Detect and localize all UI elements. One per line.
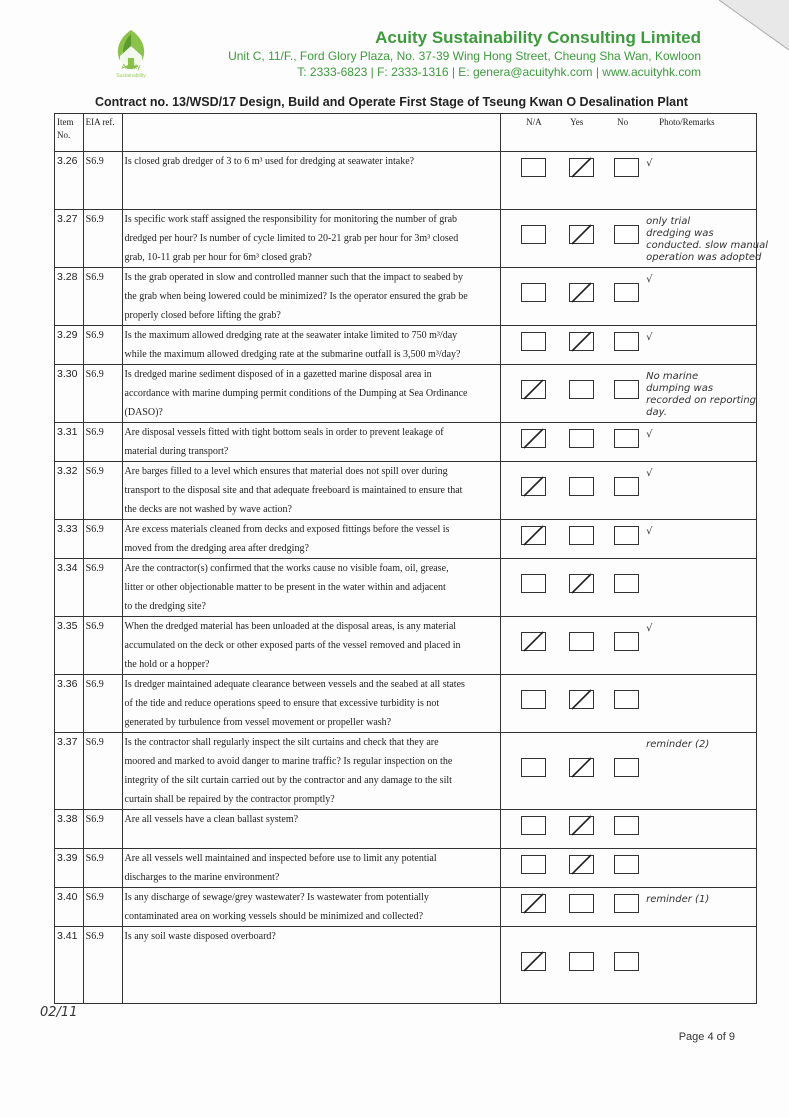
logo-text (103, 64, 159, 80)
header-yes: Yes (570, 117, 584, 127)
question-cell (122, 733, 501, 810)
item-number: 3.38 (55, 810, 84, 849)
question-cell (122, 559, 501, 617)
check-mark-icon (520, 892, 547, 916)
table-row (55, 617, 757, 675)
checkbox-na[interactable] (521, 574, 546, 593)
checkbox-na[interactable] (521, 477, 546, 496)
question-cell (122, 888, 501, 927)
header-no: No (617, 117, 629, 127)
remark-text: √ (646, 158, 653, 169)
checkbox-no[interactable] (614, 429, 639, 448)
checkbox-no[interactable] (614, 690, 639, 709)
remark-text: reminder (1) (646, 894, 710, 905)
check-mark-icon (568, 688, 595, 712)
check-mark-icon (568, 814, 595, 838)
checkbox-no[interactable] (614, 758, 639, 777)
checkbox-na[interactable] (521, 632, 546, 651)
answer-cell (501, 365, 757, 423)
answer-cell (501, 423, 757, 462)
question-line: Is the maximum allowed dredging rate at the seawater intake limited to 750 m³/day (124, 330, 458, 341)
remark-text: √ (646, 332, 653, 343)
eia-ref: S6.9 (83, 617, 122, 675)
eia-ref: S6.9 (83, 849, 122, 888)
question-line: while the maximum allowed dredging rate at the submarine outfall is 3,500 m³/day? (124, 349, 461, 360)
eia-ref: S6.9 (83, 365, 122, 423)
eia-ref: S6.9 (83, 268, 122, 326)
company-address: Unit C, 11/F., Ford Glory Plaza, No. 37-39 Wing Hong Street, Cheung Sha Wan, Kowloon (228, 49, 701, 63)
item-number: 3.39 (55, 849, 84, 888)
eia-ref: S6.9 (83, 810, 122, 849)
question-line: discharges to the marine environment? (124, 872, 280, 883)
question-line: transport to the disposal site and that adequate freeboard is maintained to ensure that (124, 485, 463, 496)
eia-ref: S6.9 (83, 675, 122, 733)
remark-text: No marine dumping was recorded on reporting day. (646, 371, 757, 418)
page-number: Page 4 of 9 (678, 1031, 735, 1043)
checkbox-na[interactable] (521, 526, 546, 545)
checkbox-yes[interactable] (569, 283, 594, 302)
question-line: accumulated on the deck or other exposed parts of the vessel removed and placed in (124, 640, 461, 651)
checkbox-na[interactable] (521, 332, 546, 351)
remark-text: only trial dredging was conducted. slow manual operation was adopted (646, 216, 768, 263)
answer-cell (501, 152, 757, 210)
answer-cell (501, 326, 757, 365)
table-row (55, 268, 757, 326)
checkbox-no[interactable] (614, 894, 639, 913)
remark-text: √ (646, 274, 653, 285)
eia-ref: S6.9 (83, 210, 122, 268)
question-line: material during transport? (124, 446, 229, 457)
question-line: the decks are not washed by wave action? (124, 504, 292, 515)
checkbox-na[interactable] (521, 758, 546, 777)
question-line: Is dredger maintained adequate clearance between vessels and the seabed at all states (124, 679, 465, 690)
item-number: 3.30 (55, 365, 84, 423)
item-number: 3.40 (55, 888, 84, 927)
checkbox-yes[interactable] (569, 952, 594, 971)
question-line: Is dredged marine sediment disposed of in a gazetted marine disposal area in (124, 369, 432, 380)
page-corner-fold (719, 0, 789, 60)
question-line: of the tide and reduce operations speed to ensure that excessive turbidity is not (124, 698, 440, 709)
item-number: 3.32 (55, 462, 84, 520)
table-row (55, 152, 757, 210)
checkbox-yes[interactable] (569, 632, 594, 651)
question-line: Is closed grab dredger of 3 to 6 m³ used for dredging at seawater intake? (124, 156, 415, 167)
checkbox-na[interactable] (521, 894, 546, 913)
checkbox-no[interactable] (614, 632, 639, 651)
table-header-row (55, 114, 757, 152)
eia-ref: S6.9 (83, 520, 122, 559)
table-row (55, 462, 757, 520)
check-mark-icon (568, 281, 595, 305)
checkbox-na[interactable] (521, 690, 546, 709)
question-cell (122, 520, 501, 559)
answer-cell (501, 810, 757, 849)
question-line: Is any soil waste disposed overboard? (124, 931, 276, 942)
check-mark-icon (568, 572, 595, 596)
question-line: Are disposal vessels fitted with tight bottom seals in order to prevent leakage of (124, 427, 444, 438)
question-line (125, 965, 499, 984)
table-row (55, 326, 757, 365)
question-cell (122, 810, 501, 849)
question-cell (122, 326, 501, 365)
header-question (122, 114, 501, 152)
question-line (125, 984, 499, 1003)
contract-title: Contract no. 13/WSD/17 Design, Build and Operate First Stage of Tseung Kwan O Desalination Plant (95, 95, 688, 109)
question-cell (122, 210, 501, 268)
remark-text: √ (646, 526, 653, 537)
answer-cell (501, 849, 757, 888)
question-line: generated by turbulence from vessel movement or propeller wash? (124, 717, 392, 728)
checkbox-na[interactable] (521, 283, 546, 302)
header-no-label: No. (57, 130, 71, 140)
question-cell (122, 462, 501, 520)
question-line: contaminated area on working vessels should be minimized and collected? (124, 911, 424, 922)
question-line: Is the grab operated in slow and controlled manner such that the impact to seabed by (124, 272, 464, 283)
check-mark-icon (520, 524, 547, 548)
item-number: 3.34 (55, 559, 84, 617)
check-mark-icon (568, 756, 595, 780)
answer-cell (501, 520, 757, 559)
check-mark-icon (520, 378, 547, 402)
question-line: moved from the dredging area after dredging? (124, 543, 309, 554)
eia-ref: S6.9 (83, 927, 122, 1004)
question-line: integrity of the silt curtain carried out by the contractor and any damage to the silt (124, 775, 452, 786)
check-mark-icon (568, 330, 595, 354)
checkbox-yes[interactable] (569, 332, 594, 351)
question-line (125, 190, 499, 209)
checkbox-na[interactable] (521, 158, 546, 177)
checkbox-yes[interactable] (569, 690, 594, 709)
question-line: accordance with marine dumping permit conditions of the Dumping at Sea Ordinance (124, 388, 468, 399)
checkbox-yes[interactable] (569, 855, 594, 874)
logo-subtext: Sustainability (116, 73, 146, 79)
checkbox-na[interactable] (521, 855, 546, 874)
question-line: the grab when being lowered could be minimized? Is the operator ensured the grab be (124, 291, 468, 302)
header-na: N/A (526, 117, 542, 127)
question-line: to the dredging site? (124, 601, 206, 612)
check-mark-icon (520, 950, 547, 974)
table-row (55, 210, 757, 268)
question-line: moored and marked to avoid danger to marine traffic? Is regular inspection on the (124, 756, 453, 767)
eia-ref: S6.9 (83, 462, 122, 520)
eia-ref: S6.9 (83, 559, 122, 617)
header-item-label: Item (57, 117, 74, 127)
question-line: When the dredged material has been unloaded at the disposal areas, is any material (124, 621, 457, 632)
table-row (55, 559, 757, 617)
question-line: curtain shall be repaired by the contractor promptly? (124, 794, 335, 805)
answer-cell (501, 268, 757, 326)
checkbox-no[interactable] (614, 332, 639, 351)
checkbox-yes[interactable] (569, 158, 594, 177)
table-row (55, 365, 757, 423)
checkbox-yes[interactable] (569, 574, 594, 593)
table-row (55, 927, 757, 1004)
eia-ref: S6.9 (83, 423, 122, 462)
check-mark-icon (520, 427, 547, 451)
checkbox-no[interactable] (614, 574, 639, 593)
remark-text: √ (646, 429, 653, 440)
check-mark-icon (520, 630, 547, 654)
table-row (55, 733, 757, 810)
item-number: 3.26 (55, 152, 84, 210)
logo-name: Acuity (121, 64, 141, 71)
question-line: Are barges filled to a level which ensures that material does not spill over during (124, 466, 448, 477)
answer-cell (501, 210, 768, 268)
question-line: Is specific work staff assigned the responsibility for monitoring the number of grab (124, 214, 458, 225)
eia-ref: S6.9 (83, 152, 122, 210)
checkbox-na[interactable] (521, 380, 546, 399)
question-cell (122, 927, 501, 1004)
table-row (55, 520, 757, 559)
question-line: Are all vessels have a clean ballast system? (124, 814, 299, 825)
question-line (125, 171, 499, 190)
check-mark-icon (568, 853, 595, 877)
item-number: 3.31 (55, 423, 84, 462)
item-number: 3.33 (55, 520, 84, 559)
table-row (55, 810, 757, 849)
answer-cell (501, 559, 757, 617)
checkbox-no[interactable] (614, 380, 639, 399)
question-line (125, 829, 499, 848)
question-line: Are excess materials cleaned from decks and exposed fittings before the vessel is (124, 524, 450, 535)
question-line: litter or other objectionable matter to be present in the water within and adjacent (124, 582, 446, 593)
answer-cell (501, 733, 757, 810)
question-line (125, 946, 499, 965)
question-line: properly closed before lifting the grab? (124, 310, 281, 321)
question-cell (122, 152, 501, 210)
eia-ref: S6.9 (83, 326, 122, 365)
company-contact: T: 2333-6823 | F: 2333-1316 | E: genera@acuityhk.com | www.acuityhk.com (297, 65, 701, 79)
table-row (55, 423, 757, 462)
checkbox-na[interactable] (521, 225, 546, 244)
company-header (160, 27, 701, 80)
item-number: 3.37 (55, 733, 84, 810)
eia-ref: S6.9 (83, 888, 122, 927)
answer-cell (501, 675, 757, 733)
table-row (55, 675, 757, 733)
checkbox-yes[interactable] (569, 894, 594, 913)
item-number: 3.28 (55, 268, 84, 326)
check-mark-icon (568, 156, 595, 180)
handwritten-date: 02/11 (40, 1005, 78, 1020)
checkbox-yes[interactable] (569, 526, 594, 545)
checkbox-yes[interactable] (569, 758, 594, 777)
checkbox-no[interactable] (614, 283, 639, 302)
checkbox-yes[interactable] (569, 477, 594, 496)
checkbox-na[interactable] (521, 816, 546, 835)
question-line: Is any discharge of sewage/grey wastewater? Is wastewater from potentially (124, 892, 429, 903)
header-item (55, 114, 84, 152)
check-mark-icon (520, 475, 547, 499)
question-cell (122, 675, 501, 733)
checkbox-na[interactable] (521, 429, 546, 448)
question-line: grab, 10-11 grab per hour for 6m³ closed grab? (124, 252, 312, 263)
header-eia: EIA ref. (83, 114, 122, 152)
checklist-table (54, 113, 768, 1004)
answer-cell (501, 617, 757, 675)
question-line: the hold or a hopper? (124, 659, 210, 670)
question-cell (122, 365, 501, 423)
table-row (55, 888, 757, 927)
remark-text: √ (646, 623, 653, 634)
question-cell (122, 268, 501, 326)
company-name: Acuity Sustainability Consulting Limited (375, 28, 701, 47)
checkbox-no[interactable] (614, 816, 639, 835)
checkbox-yes[interactable] (569, 225, 594, 244)
checkbox-yes[interactable] (569, 380, 594, 399)
answer-cell (501, 927, 757, 1004)
checkbox-yes[interactable] (569, 429, 594, 448)
question-line: Is the contractor shall regularly inspect the silt curtains and check that they are (124, 737, 439, 748)
checkbox-yes[interactable] (569, 816, 594, 835)
eia-ref: S6.9 (83, 733, 122, 810)
question-line: dredged per hour? Is number of cycle limited to 20-21 grab per hour for 3m³ closed (124, 233, 459, 244)
remark-text: reminder (2) (646, 739, 710, 750)
checkbox-no[interactable] (614, 225, 639, 244)
header-remarks: Photo/Remarks (659, 117, 715, 127)
checkbox-no[interactable] (614, 855, 639, 874)
question-cell (122, 617, 501, 675)
table-row (55, 849, 757, 888)
checkbox-no[interactable] (614, 952, 639, 971)
answer-cell (501, 462, 757, 520)
remark-text: √ (646, 468, 653, 479)
checkbox-no[interactable] (614, 477, 639, 496)
checkbox-no[interactable] (614, 158, 639, 177)
header-answers (501, 114, 757, 152)
question-cell (122, 423, 501, 462)
item-number: 3.35 (55, 617, 84, 675)
question-line: (DASO)? (124, 407, 163, 418)
question-cell (122, 849, 501, 888)
question-line: Are all vessels well maintained and inspected before use to limit any potential (124, 853, 437, 864)
item-number: 3.41 (55, 927, 84, 1004)
answer-cell (501, 888, 757, 927)
question-line: Are the contractor(s) confirmed that the works cause no visible foam, oil, grease, (124, 563, 449, 574)
item-number: 3.36 (55, 675, 84, 733)
check-mark-icon (568, 223, 595, 247)
item-number: 3.27 (55, 210, 84, 268)
checkbox-no[interactable] (614, 526, 639, 545)
checkbox-na[interactable] (521, 952, 546, 971)
item-number: 3.29 (55, 326, 84, 365)
